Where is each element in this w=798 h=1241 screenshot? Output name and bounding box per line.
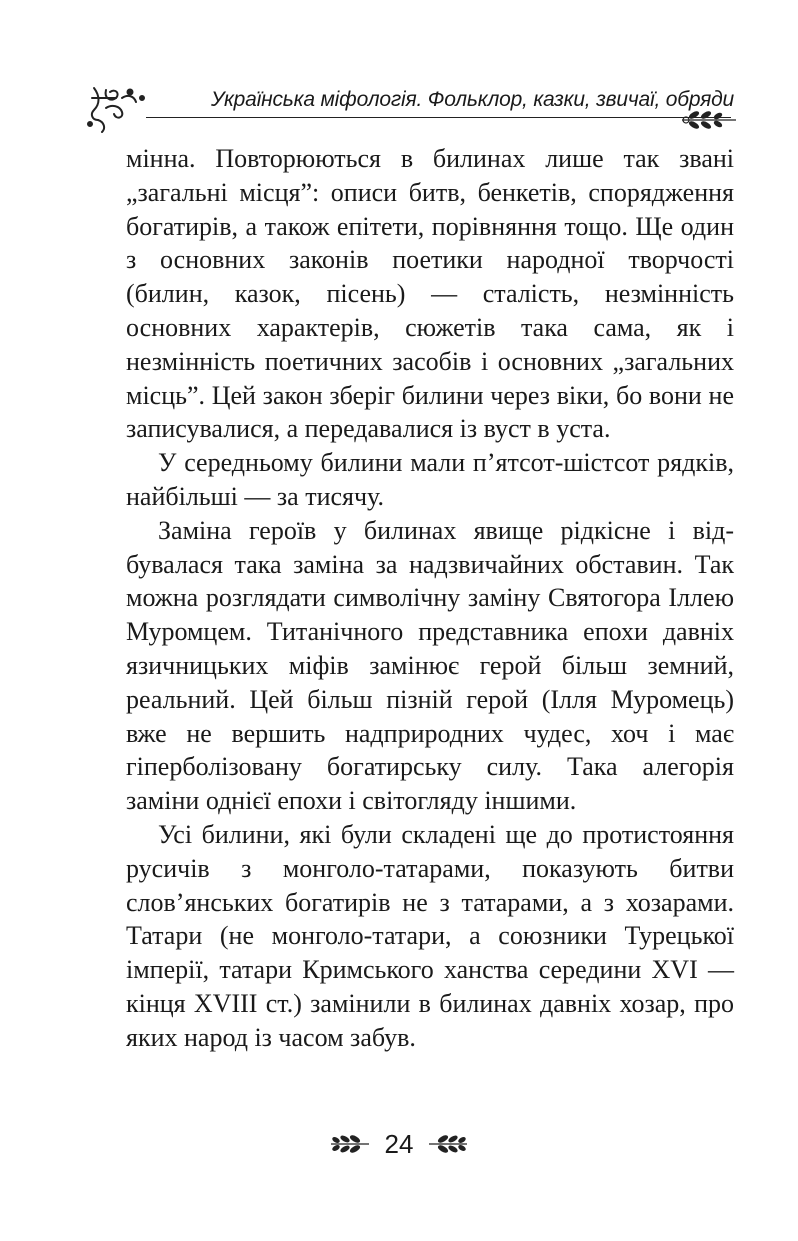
body-text <box>126 142 734 1055</box>
fleuron-icon <box>427 1134 471 1154</box>
corner-flourish-icon <box>86 84 156 134</box>
paragraph-2: У середньому билини мали п’ятсот-шістсот рядків, найбільші — за тисячу. <box>126 448 734 511</box>
running-header <box>86 84 738 134</box>
paragraph-1: мінна. Повторюються в билинах лише так звані „загальні місця”: описи битв, бенкетів, спорядження богатирів, а також епітети, порівняння тощо. Ще один з основних законів поетики народної творчості (билин, казок, пісень) — сталість, незмінність основних характерів, сюжетів така сама, як і незмінність поетичних засобів і основних „загальних місць”. Цей закон зберіг билини через віки, бо вони не записувалися, а передавалися із вуст в уста. <box>126 144 734 444</box>
page-footer <box>0 1124 798 1164</box>
fleuron-icon <box>327 1134 371 1154</box>
header-title: Українська міфологія. Фольклор, казки, звичаї, обряди <box>210 88 734 111</box>
leaf-sprig-icon <box>680 109 738 131</box>
paragraph-3: Заміна героїв у билинах явище рідкісне і відбувалася така заміна за надзвичайних обставин. Так можна розглядати символічну заміну Святогора Іллею Муромцем. Титанічного представника епохи давніх язичницьких міфів замінює герой більш земний, реальний. Цей більш пізній герой (Ілля Муромець) вже не вершить надприродних чудес, хоч і має гіперболізовану богатирську силу. Така алегорія заміни однієї епохи і світогляду іншими. <box>126 515 734 816</box>
paragraph-4: Усі билини, які були складені ще до протистояння русичів з монголо-татарами, показують битви слов’янських богатирів не з татарами, а з хозарами. Татари (не монголо-татари, а союзники Турецької імперії, татари Кримського ханства середини XVI — кінця XVIII ст.) замінили в билинах давніх хозар, про яких народ із часом забув. <box>126 819 734 1052</box>
page-number: 24 <box>384 1128 414 1159</box>
header-rule <box>146 117 731 118</box>
